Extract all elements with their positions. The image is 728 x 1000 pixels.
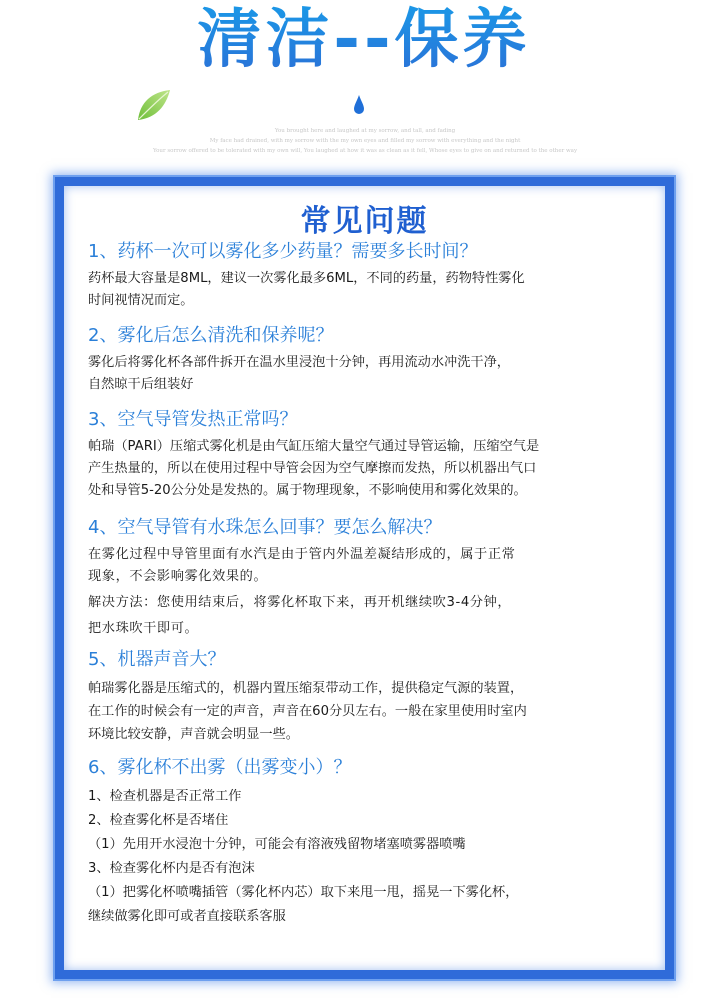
question-6: 6、雾化杯不出雾（出雾变小）？ — [88, 757, 352, 778]
faq-item-4 — [88, 514, 515, 640]
answer-4-line-2: 现象，不会影响雾化效果的。 — [88, 569, 268, 584]
question-2: 2、雾化后怎么清洗和保养呢？ — [88, 325, 334, 346]
faq-title: 常见问题 — [300, 204, 429, 239]
question-4: 4、空气导管有水珠怎么回事？要怎么解决？ — [88, 517, 442, 538]
answer-6-line-4: 3、检查雾化杯内是否有泡沫 — [88, 861, 255, 876]
answer-6-line-5: （1）把雾化杯喷嘴插管（雾化杯内芯）取下来甩一甩，摇晃一下雾化杯， — [88, 885, 519, 900]
answer-2-line-2: 自然晾干后组装好 — [88, 377, 194, 392]
answer-3-line-1: 帕瑞（PARI）压缩式雾化机是由气缸压缩大量空气通过导管运输，压缩空气是 — [88, 439, 540, 454]
answer-1-line-2: 时间视情况而定。 — [88, 293, 194, 308]
answer-4-line-3: 解决方法：您使用结束后，将雾化杯取下来，再开机继续吹3-4分钟， — [88, 595, 512, 610]
question-1: 1、药杯一次可以雾化多少药量？需要多长时间？ — [88, 241, 478, 262]
answer-2-line-1: 雾化后将雾化杯各部件拆开在温水里浸泡十分钟，再用流动水冲洗干净， — [88, 355, 510, 370]
answer-5-line-3: 环境比较安静，声音就会明显一些。 — [88, 727, 299, 742]
header-banner — [0, 0, 728, 175]
answer-5-line-1: 帕瑞雾化器是压缩式的，机器内置压缩泵带动工作，提供稳定气源的装置， — [88, 681, 524, 696]
answer-3-line-3: 处和导管5-20公分处是发热的。属于物理现象，不影响使用和雾化效果的。 — [88, 483, 527, 498]
faq-item-6 — [88, 754, 518, 928]
water-drop-icon — [353, 94, 365, 116]
answer-6-line-3: （1）先用开水浸泡十分钟，可能会有溶液残留物堵塞喷雾器喷嘴 — [88, 837, 466, 852]
decorative-caption: You brought here and laughed at my sorrow, and tall, and fading My face had drained, with my sorrow with the my own eyes and filled my sorrow with everything and the night Your sorrow offered to be tolerated with my own will, You laughed at how it was as clean as it fell, Whose eyes to give on and returned to the other way — [152, 128, 578, 154]
leaf-icon — [136, 88, 172, 122]
faq-item-5 — [88, 646, 527, 746]
faq-item-2 — [88, 322, 510, 396]
question-5: 5、机器声音大？ — [88, 649, 226, 670]
answer-4-line-1: 在雾化过程中导管里面有水汽是由于管内外温差凝结形成的，属于正常 — [88, 547, 516, 562]
question-3: 3、空气导管发热正常吗？ — [88, 409, 298, 430]
answer-1-line-1: 药杯最大容量是8ML，建议一次雾化最多6ML，不同的药量，药物特性雾化 — [88, 271, 525, 286]
faq-panel — [55, 177, 674, 979]
answer-6-line-2: 2、检查雾化杯是否堵住 — [88, 813, 229, 828]
faq-item-1 — [88, 238, 525, 312]
faq-item-3 — [88, 406, 539, 502]
answer-6-line-1: 1、检查机器是否正常工作 — [88, 789, 242, 804]
answer-6-line-6: 继续做雾化即可或者直接联系客服 — [88, 909, 286, 924]
answer-3-line-2: 产生热量的，所以在使用过程中导管会因为空气摩擦而发热，所以机器出气口 — [88, 461, 537, 476]
page-title: 清洁--保养 — [0, 0, 728, 80]
answer-4-line-4: 把水珠吹干即可。 — [88, 621, 199, 636]
answer-5-line-2: 在工作的时候会有一定的声音，声音在60分贝左右。一般在家里使用时室内 — [88, 704, 527, 719]
